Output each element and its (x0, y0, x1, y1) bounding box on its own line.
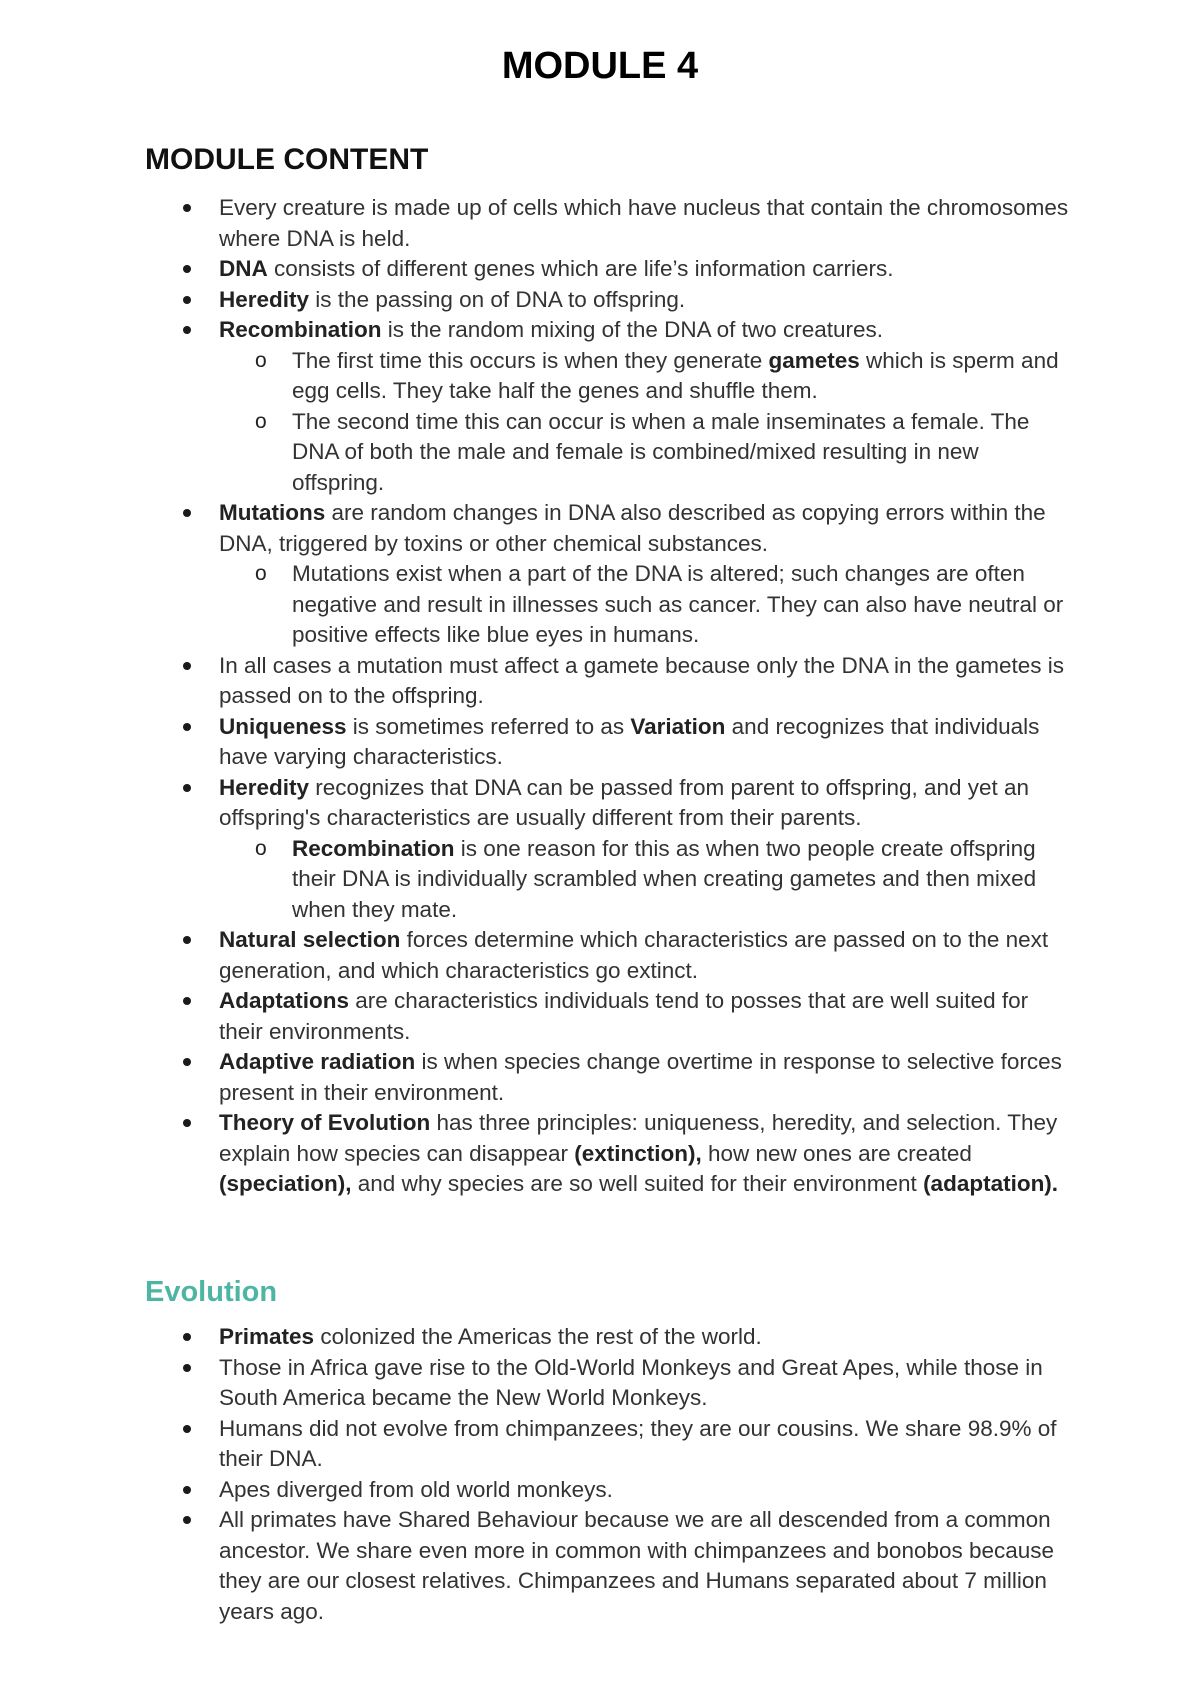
list-item-text (219, 1355, 1043, 1411)
list-item-text (292, 561, 1063, 647)
bold-term: Uniqueness (219, 713, 347, 739)
bullet-icon (183, 1486, 191, 1494)
list-item-text (219, 714, 1039, 770)
list-item-text (219, 500, 1046, 556)
bullet-icon (183, 1333, 191, 1341)
list-item-text (219, 256, 893, 281)
bold-term: Adaptive radiation (219, 1049, 416, 1074)
text-run: colonized the Americas the rest of the world. (314, 1324, 762, 1349)
hollow-bullet-icon: o (255, 836, 267, 860)
text-run: how new ones are created (701, 1140, 972, 1166)
text-run: are characteristics individuals tend to posses that are well suited for their environments. (219, 988, 1029, 1044)
bold-term: Theory of Evolution (219, 1110, 431, 1135)
text-run: are random changes in DNA also described as copying errors within the DNA, triggered by toxins or other chemical substances. (219, 500, 1046, 556)
bullet-icon (183, 1364, 191, 1372)
bold-term: (adaptation). (923, 1171, 1059, 1196)
list-item (0, 651, 1200, 712)
hollow-bullet-icon: o (255, 562, 267, 585)
text-run: which is sperm and egg cells. They take half the genes and shuffle them. (292, 347, 1059, 403)
list-item-text (219, 1049, 1062, 1105)
list-item-text (292, 409, 1029, 495)
list-item (0, 925, 1200, 986)
text-run: is sometimes referred to as (346, 713, 631, 739)
text-run: forces determine which characteristics are passed on to the next generation, and which characteristics go extinct. (219, 927, 1049, 983)
hollow-bullet-icon: o (255, 348, 267, 372)
list-item (0, 315, 1200, 346)
sub-list-item (0, 559, 1200, 651)
text-run: is the random mixing of the DNA of two creatures. (381, 317, 883, 342)
page-title: MODULE 4 (501, 45, 699, 87)
list-item (0, 773, 1200, 834)
bullet-icon (183, 204, 191, 212)
bold-term: Heredity (219, 774, 310, 800)
bold-term: gametes (768, 347, 860, 373)
list-item-text (219, 1324, 762, 1349)
list-item (0, 193, 1200, 254)
list-item-text (219, 317, 883, 342)
bullet-icon (183, 1425, 191, 1433)
list-item (0, 1505, 1200, 1627)
list-item-text (219, 1477, 613, 1502)
bullet-icon (183, 509, 191, 517)
bold-term: Primates (219, 1324, 315, 1349)
list-item (0, 498, 1200, 559)
bold-term: DNA (219, 256, 268, 281)
list-item-text (219, 988, 1028, 1044)
list-item-text (219, 927, 1048, 983)
list-item (0, 1322, 1200, 1353)
text-run: Every creature is made up of cells which have nucleus that contain the chromosomes where DNA is held. (219, 195, 1069, 251)
hollow-bullet-icon: o (255, 409, 267, 433)
list-item (0, 285, 1200, 316)
list-item-text (292, 348, 1059, 404)
bold-term: Heredity (219, 286, 310, 312)
bold-term: Natural selection (219, 927, 401, 952)
bullet-icon (183, 326, 191, 334)
list-item-text (219, 653, 1064, 709)
evolution-list (0, 1322, 1200, 1627)
section-heading-evolution: Evolution (145, 1276, 278, 1308)
bullet-icon (183, 1516, 191, 1524)
list-item (0, 1353, 1200, 1414)
text-run: All primates have Shared Behaviour because we are all descended from a common ancestor. We share even more in common with chimpanzees and bonobos because they are our closest relatives. Chimpanzees and Humans separated about 7 million years ago. (219, 1507, 1055, 1624)
text-run: is when species change overtime in response to selective forces present in their environment. (219, 1049, 1062, 1105)
list-item-text (219, 1110, 1058, 1196)
bullet-icon (183, 662, 191, 670)
list-item (0, 1475, 1200, 1506)
bullet-icon (183, 1119, 191, 1127)
list-item-text (219, 1507, 1054, 1624)
bullet-icon (183, 1058, 191, 1066)
sub-list-item (0, 407, 1200, 499)
bold-term: Mutations (219, 500, 326, 525)
bullet-icon (183, 723, 191, 731)
text-run: Humans did not evolve from chimpanzees; they are our cousins. We share 98.9% of their DNA. (219, 1415, 1057, 1471)
bold-term: Recombination (292, 835, 455, 861)
list-item (0, 254, 1200, 285)
bold-term: (extinction), (574, 1140, 702, 1166)
text-run: recognizes that DNA can be passed from parent to offspring, and yet an offspring's characteristics are usually different from their parents. (219, 774, 1030, 830)
text-run: Apes diverged from old world monkeys. (219, 1476, 613, 1502)
text-run: is the passing on of DNA to offspring. (309, 286, 686, 312)
text-run: consists of different genes which are life’s information carriers. (267, 256, 894, 281)
text-run: In all cases a mutation must affect a gamete because only the DNA in the gametes is passed on to the offspring. (219, 652, 1065, 708)
sub-list-item (0, 834, 1200, 926)
bold-term: Variation (630, 713, 726, 739)
text-run: and recognizes that individuals have varying characteristics. (219, 713, 1040, 769)
list-item (0, 986, 1200, 1047)
bullet-icon (183, 265, 191, 273)
bullet-icon (183, 936, 191, 944)
bold-term: Adaptations (219, 988, 350, 1013)
bullet-icon (183, 784, 191, 792)
text-run: is one reason for this as when two people create offspring their DNA is individually scrambled when creating gametes and then mixed when they mate. (292, 835, 1037, 922)
list-item (0, 712, 1200, 773)
list-item-text (219, 775, 1029, 831)
text-run: Those in Africa gave rise to the Old-World Monkeys and Great Apes, while those in South America became the New World Monkeys. (219, 1354, 1043, 1410)
list-item-text (219, 195, 1068, 251)
list-item-text (292, 836, 1036, 922)
list-item (0, 1108, 1200, 1200)
list-item (0, 1414, 1200, 1475)
module-content-list (0, 193, 1200, 1200)
text-run: The second time this can occur is when a male inseminates a female. The DNA of both the male and female is combined/mixed resulting in new offspring. (292, 408, 1030, 495)
bullet-icon (183, 296, 191, 304)
text-run: Mutations exist when a part of the DNA is altered; such changes are often negative and result in illnesses such as cancer. They can also have neutral or positive effects like blue eyes in humans. (292, 561, 1064, 647)
bullet-icon (183, 997, 191, 1005)
bold-term: (speciation), (219, 1171, 352, 1196)
list-item-text (219, 287, 685, 312)
list-item (0, 1047, 1200, 1108)
list-item-text (219, 1416, 1057, 1472)
section-heading-module-content: MODULE CONTENT (145, 143, 429, 176)
text-run: The first time this occurs is when they generate (292, 347, 769, 373)
sub-list-item (0, 346, 1200, 407)
text-run: has three principles: uniqueness, heredity, and selection. They explain how species can disappear (219, 1110, 1058, 1166)
text-run: and why species are so well suited for their environment (351, 1171, 924, 1196)
bold-term: Recombination (219, 317, 382, 342)
